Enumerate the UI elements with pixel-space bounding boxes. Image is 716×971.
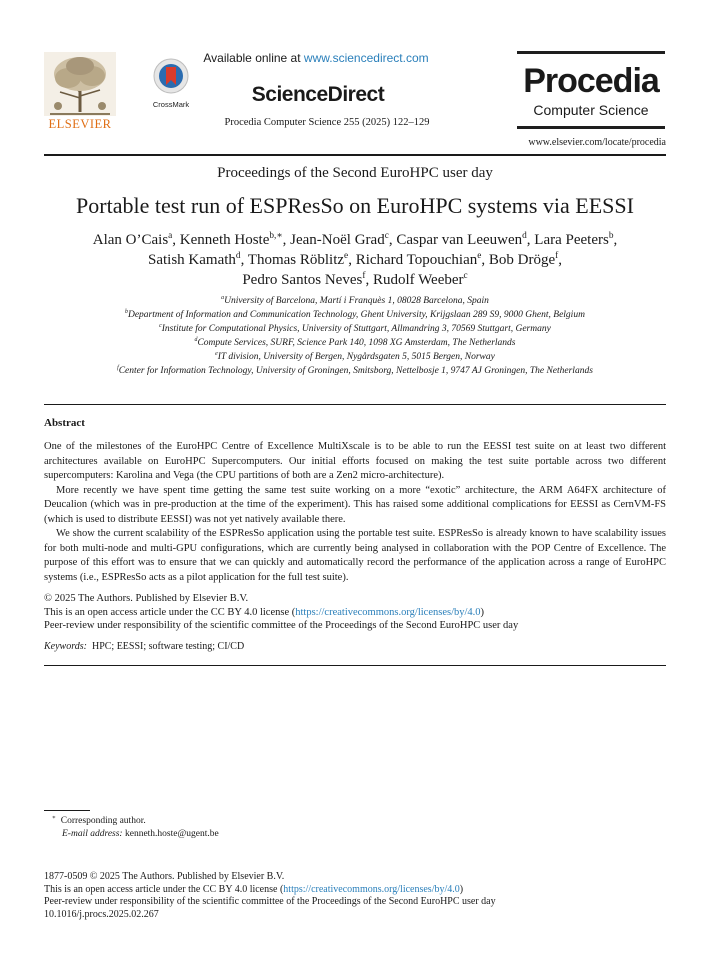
header-divider [44, 154, 666, 156]
corresponding-label: Corresponding author. [60, 816, 146, 826]
paper-title: Portable test run of ESPResSo on EuroHPC systems via EESSI [76, 193, 634, 218]
keywords-line [44, 641, 244, 652]
author-name: Rudolf Weeber [372, 272, 464, 288]
footer-license-prefix: This is an open access article under the CC BY 4.0 license ( [44, 883, 284, 895]
author-line [44, 230, 666, 250]
affiliation-mark: c [159, 322, 162, 329]
footnote-divider [44, 810, 90, 811]
author-affiliation-mark: e [344, 251, 349, 261]
abstract-body [44, 440, 666, 585]
crossmark-badge[interactable] [150, 58, 192, 109]
author-name: Bob Dröge [488, 252, 556, 268]
abstract-paragraph: More recently we have spent time getting the same test suite working on a more “exotic” architecture, the ARM A64FX architecture of Deucalion (which was in pre-production at the time of the experiment). This has raised some additional complications for EESSI as CernVM-FS (which is used to distribute EESSI) was not yet natively available there. [44, 484, 666, 525]
article-footer [44, 871, 666, 921]
affiliation-text: Center for Information Technology, University of Groningen, Smitsborg, Nettelbosje 1, 9747 AJ Groningen, The Netherlands [118, 366, 593, 376]
crossmark-label: CrossMark [152, 100, 190, 109]
procedia-subtitle: Computer Science [533, 102, 649, 118]
author-separator: , [365, 272, 373, 288]
license-suffix: ) [480, 606, 485, 618]
footer-license-link[interactable]: https://creativecommons.org/licenses/by/4.0 [283, 883, 460, 895]
author-name: Pedro Santos Neves [242, 272, 363, 288]
peer-review-line: Peer-review under responsibility of the scientific committee of the Proceedings of the Second EuroHPC user day [44, 620, 519, 631]
abstract-paragraph: One of the milestones of the EuroHPC Centre of Excellence MultiXscale is to be able to run the EESSI test suite on at least two different architectures available on EuroHPC Supercomputers. Our initial efforts focused on making the test suite portable across two different supercomputers: Karolina and Vega (the CPU partitions of both are a Zen2 micro-architecture). [44, 441, 666, 481]
author-name: Richard Topouchian [355, 252, 478, 268]
license-link[interactable]: https://creativecommons.org/licenses/by/4.0 [295, 606, 481, 618]
affiliation [44, 364, 666, 378]
author-separator: , [526, 232, 535, 248]
journal-reference: Procedia Computer Science 255 (2025) 122–129 [224, 117, 430, 128]
issn-line: 1877-0509 © 2025 The Authors. Published by Elsevier B.V. [44, 871, 285, 882]
license-block [44, 592, 666, 633]
elsevier-logo-text: ELSEVIER [48, 117, 112, 131]
author-line [44, 270, 666, 290]
copyright-line: © 2025 The Authors. Published by Elsevier B.V. [44, 593, 249, 604]
author-affiliation-mark: f [555, 251, 559, 261]
affiliation [44, 350, 666, 364]
license-prefix: This is an open access article under the CC BY 4.0 license ( [44, 606, 296, 618]
author-name: Alan O’Cais [92, 232, 169, 248]
doi-line[interactable]: 10.1016/j.procs.2025.02.267 [44, 908, 159, 920]
affiliation-mark: f [117, 364, 119, 371]
procedia-logo [517, 51, 665, 129]
author-name: Caspar van Leeuwen [396, 232, 523, 248]
author-list [44, 230, 666, 290]
author-name: Jean-Noël Grad [290, 232, 385, 248]
author-name: Kenneth Hoste [179, 232, 270, 248]
author-separator: , [481, 252, 489, 268]
keywords-list: HPC; EESSI; software testing; CI/CD [91, 641, 245, 652]
affiliation-mark: a [221, 294, 225, 301]
author-separator: , [558, 252, 562, 268]
author-name: Thomas Röblitz [247, 252, 345, 268]
author-separator: , [240, 252, 248, 268]
author-affiliation-mark: f [362, 271, 366, 281]
author-separator: , [388, 232, 397, 248]
footnote-marker: ∗ [52, 814, 56, 821]
affiliation-text: Department of Information and Communication Technology, Ghent University, Krijgslaan 289 S9, 9000 Ghent, Belgium [127, 310, 585, 320]
affiliation-text: IT division, University of Bergen, Nygårdsgaten 5, 5015 Bergen, Norway [217, 352, 495, 362]
author-line [44, 250, 666, 270]
footer-license-suffix: ) [459, 883, 464, 895]
corresponding-author-footnote [52, 815, 219, 840]
email-address[interactable]: kenneth.hoste@ugent.be [124, 828, 219, 839]
author-affiliation-mark: b,∗ [269, 231, 283, 241]
affiliation-text: Institute for Computational Physics, University of Stuttgart, Allmandring 3, 70569 Stuttgart, Germany [161, 324, 551, 334]
affiliation-list [44, 294, 666, 378]
author-affiliation-mark: d [522, 231, 527, 241]
keywords-label: Keywords: [44, 641, 87, 652]
author-separator: , [348, 252, 356, 268]
footnote-line [52, 815, 219, 828]
affiliation-mark: b [125, 308, 128, 315]
email-line [52, 828, 219, 841]
author-name: Satish Kamath [148, 252, 236, 268]
author-affiliation-mark: c [384, 231, 389, 241]
abstract-bottom-divider [44, 665, 666, 666]
author-affiliation-mark: e [477, 251, 482, 261]
author-separator: , [172, 232, 180, 248]
author-separator: , [282, 232, 291, 248]
author-affiliation-mark: d [235, 251, 241, 261]
author-affiliation-mark: c [463, 271, 468, 281]
available-online [180, 51, 452, 65]
affiliation [44, 336, 666, 350]
sciencedirect-logo: ScienceDirect [251, 83, 385, 106]
license-line [44, 606, 666, 620]
proceedings-name: Proceedings of the Second EuroHPC user day [217, 165, 493, 181]
affiliation [44, 308, 666, 322]
author-affiliation-mark: a [168, 231, 173, 241]
affiliation-mark: e [215, 350, 218, 357]
affiliation-mark: d [194, 336, 198, 343]
author-separator: , [613, 232, 618, 248]
affiliation-text: University of Barcelona, Martí i Franquès 1, 08028 Barcelona, Spain [224, 296, 489, 306]
sciencedirect-link[interactable]: www.sciencedirect.com [303, 51, 429, 65]
footer-peer-review-line: Peer-review under responsibility of the scientific committee of the Proceedings of the Second EuroHPC user day [44, 896, 496, 907]
footer-license-line [44, 884, 666, 897]
abstract-paragraph: We show the current scalability of the ESPResSo application using the portable test suite. ESPResSo is already known to have scalability issues for both multi-node and multi-GPU configurations, which are currently being analysed in collaboration with the POP Centre of Excellence. The purpose of this effort was to ensure that we can quickly and automatically record the performance of the application across a range of EuroHPC systems (i.e., ESPResSo acts as a pilot application for the full test suite). [44, 528, 666, 583]
affiliation [44, 322, 666, 336]
affiliation [44, 294, 666, 308]
affiliation-text: Compute Services, SURF, Science Park 140, 1098 XG Amsterdam, The Netherlands [197, 338, 516, 348]
journal-homepage-link[interactable]: www.elsevier.com/locate/procedia [528, 137, 666, 148]
abstract-heading: Abstract [44, 417, 85, 429]
email-label: E-mail address: [62, 828, 123, 839]
available-prefix: Available online at [203, 51, 304, 65]
author-affiliation-mark: b [608, 231, 614, 241]
procedia-title: Procedia [523, 62, 659, 100]
abstract-top-divider [44, 404, 666, 405]
author-name: Lara Peeters [534, 232, 609, 248]
